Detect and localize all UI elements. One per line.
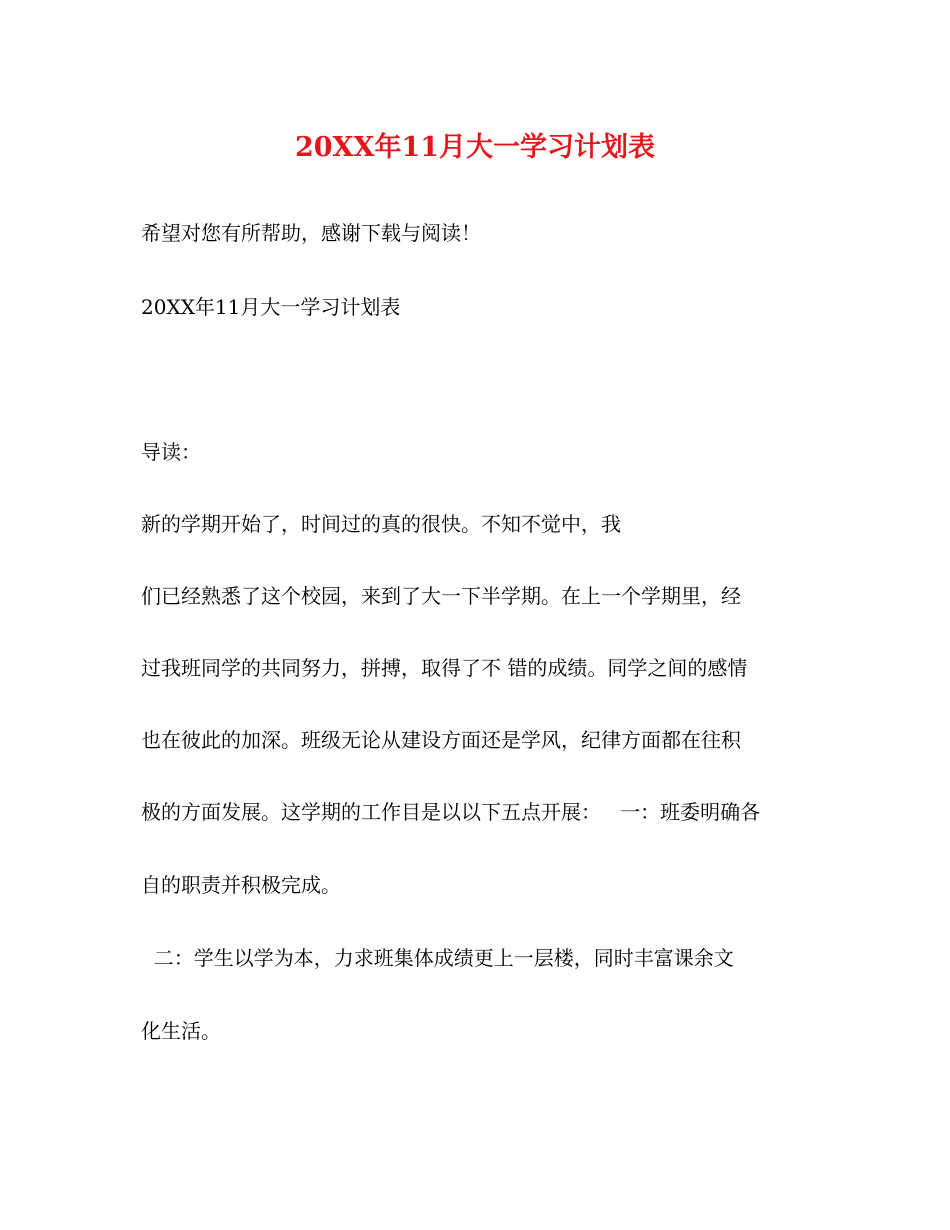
document-title: 20XX年11月大一学习计划表 <box>294 132 656 163</box>
intro-label: 导读： <box>141 440 201 464</box>
body-line: 新的学期开始了，时间过的真的很快。不知不觉中，我 <box>141 512 621 536</box>
subtitle-line: 20XX年11月大一学习计划表 <box>141 295 401 319</box>
body-line: 也在彼此的加深。班级无论从建设方面还是学风，纪律方面都在往积 <box>141 728 741 752</box>
greeting-line: 希望对您有所帮助，感谢下载与阅读！ <box>141 221 481 245</box>
body-line: 过我班同学的共同努力，拼搏，取得了不 错的成绩。同学之间的感情 <box>141 656 748 680</box>
body-line: 化生活。 <box>141 1019 221 1043</box>
body-line: 们已经熟悉了这个校园，来到了大一下半学期。在上一个学期里，经 <box>141 584 741 608</box>
body-line: 极的方面发展。这学期的工作目是以以下五点开展： 一：班委明确各 <box>141 800 761 824</box>
body-line: 二：学生以学为本，力求班集体成绩更上一层楼，同时丰富课余文 <box>141 946 734 970</box>
body-line: 自的职责并积极完成。 <box>141 873 341 897</box>
